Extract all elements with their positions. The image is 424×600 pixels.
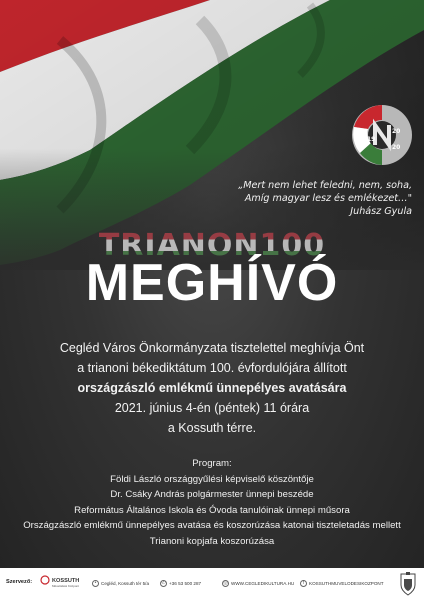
organizer-label: Szervező: (6, 579, 33, 585)
city-crest-icon (398, 571, 418, 597)
phone-text: +36 53 500 287 (169, 581, 202, 586)
kossuth-logo (38, 572, 82, 596)
invitation-line-highlight: országzászló emlékmű ünnepélyes avatására (77, 381, 347, 395)
invitation-text (0, 338, 424, 438)
address-text: Cegléd, Kossuth tér 5/a (101, 581, 150, 586)
program-item: Református Általános Iskola és Óvoda tanulóinak ünnepi műsora (74, 504, 350, 516)
footer-bar (0, 568, 424, 600)
trianon-100-logo (350, 103, 414, 167)
invitation-date: 2021. június 4-én (péntek) 11 órára (114, 401, 310, 415)
facebook-icon: f (300, 580, 307, 587)
globe-icon: ◎ (223, 580, 228, 586)
facebook-link[interactable]: KOSSUTHMUVELODESIKOZPONT (309, 581, 384, 586)
website-link[interactable]: WWW.CEGLEDIKULTURA.HU (231, 581, 295, 586)
footer-phone (160, 580, 201, 587)
footer-website[interactable] (222, 580, 294, 587)
program-item: Dr. Csáky András polgármester ünnepi beszéde (110, 489, 314, 501)
program-heading: Program: (192, 458, 232, 469)
footer-address (92, 580, 149, 587)
quote-author: Juhász Gyula (350, 206, 412, 217)
phone-icon: ✆ (161, 580, 166, 586)
program-list (0, 456, 424, 550)
invitation-location: a Kossuth térre. (167, 421, 257, 435)
invitation-line: Cegléd Város Önkormányzata tisztelettel meghívja Önt (59, 341, 365, 355)
page-title: MEGHÍVÓ (85, 254, 339, 312)
location-icon: • (92, 580, 99, 587)
logo-year-right-top: 20 (392, 128, 401, 135)
program-item: Trianoni kopjafa koszorúzása (149, 535, 275, 547)
program-item: Földi László országgyűlési képviselő köszöntője (110, 473, 314, 485)
quote-line: Amíg magyar lesz és emlékezet…" (244, 193, 412, 204)
quote-line: „Mert nem lehet feledni, nem, soha, (238, 180, 412, 191)
trianon-100-background-title: TRIANON100 (0, 228, 424, 263)
logo-year-left: 19 (367, 136, 376, 143)
program-item: Országzászló emlékmű ünnepélyes avatása és koszorúzása katonai tiszteletadás mellett (23, 520, 401, 532)
org-name: KOSSUTH (52, 578, 80, 584)
invitation-line: a trianoni békediktátum 100. évfordulójára állított (77, 361, 347, 375)
poem-quote (200, 179, 412, 218)
org-sub: Művelődési Központ (52, 584, 80, 588)
logo-year-right-bottom: 20 (392, 144, 401, 151)
footer-facebook[interactable] (300, 580, 384, 587)
